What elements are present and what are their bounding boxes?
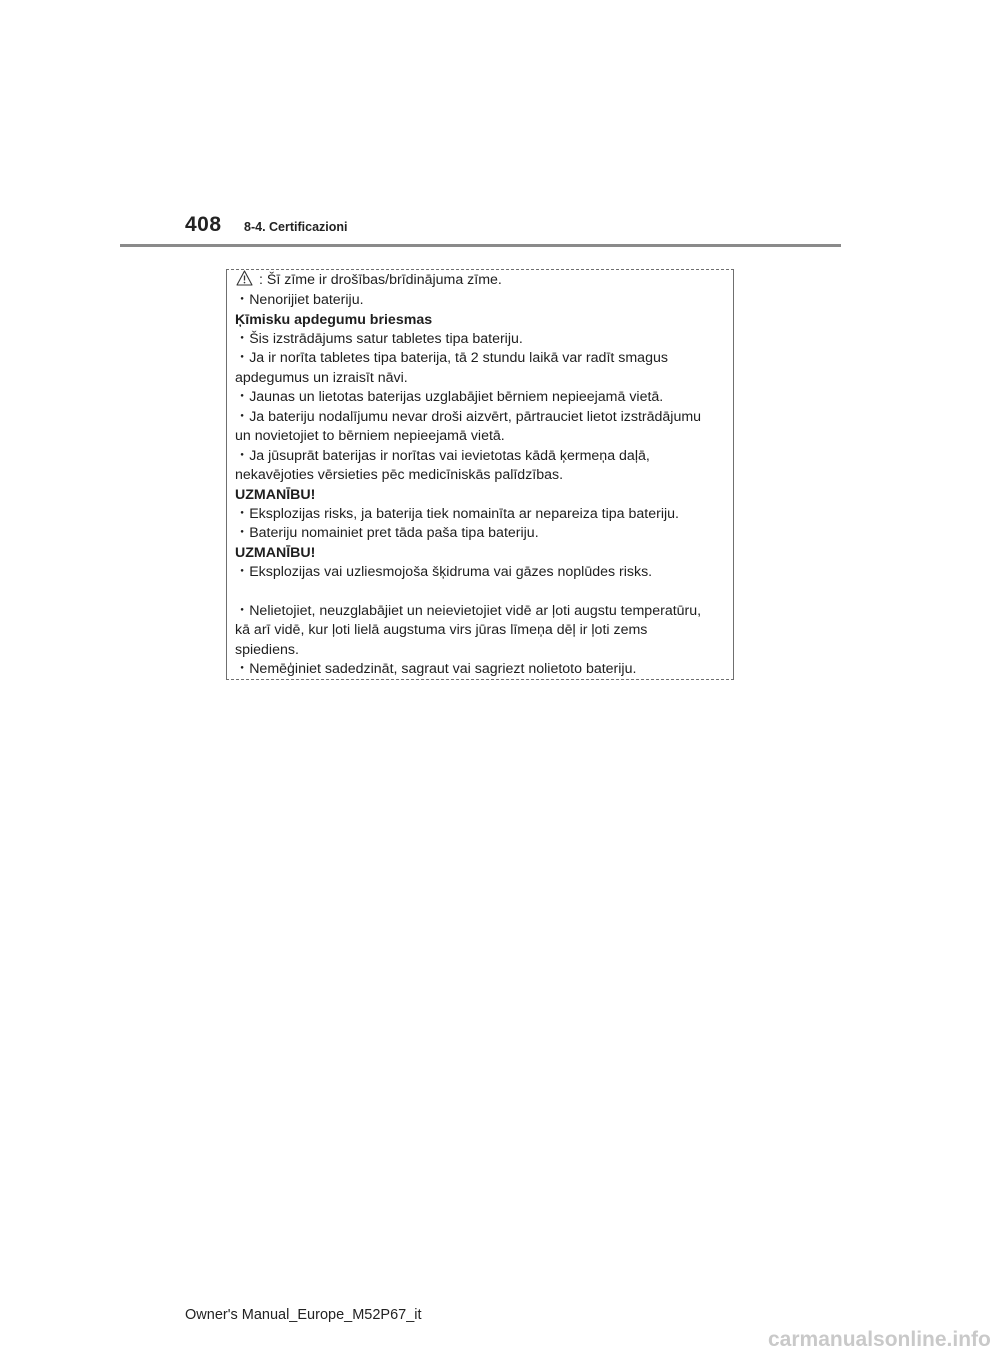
warning-line: nekavējoties vērsieties pēc medicīniskās palīdzības. <box>235 467 564 483</box>
warning-triangle-icon <box>236 270 253 286</box>
warning-line: ・Eksplozijas risks, ja baterija tiek nomainīta ar nepareiza tipa bateriju. <box>235 506 679 522</box>
warning-line: ・Ja ir norīta tabletes tipa baterija, tā 2 stundu laikā var radīt smagus <box>235 350 668 366</box>
warning-line: apdegumus un izraisīt nāvi. <box>235 370 408 386</box>
warning-line: ・Jaunas un lietotas baterijas uzglabājiet bērniem nepieejamā vietā. <box>235 389 664 405</box>
manual-id-footer: Owner's Manual_Europe_M52P67_it <box>185 1307 422 1323</box>
warning-line: ・Ja jūsuprāt baterijas ir norītas vai ievietotas kādā ķermeņa daļā, <box>235 448 650 464</box>
warning-line: kā arī vidē, kur ļoti lielā augstuma virs jūras līmeņa dēļ ir ļoti zems <box>235 622 648 638</box>
warning-line: ・Šis izstrādājums satur tabletes tipa bateriju. <box>235 331 523 347</box>
warning-heading: Ķīmisku apdegumu briesmas <box>235 312 433 328</box>
symbol-explanation: : Šī zīme ir drošības/brīdinājuma zīme. <box>259 272 502 288</box>
warning-line: ・Nenorijiet bateriju. <box>235 292 364 308</box>
page-number: 408 <box>185 213 222 236</box>
header-divider <box>120 244 841 247</box>
watermark: carmanualsonline.info <box>768 1328 991 1351</box>
section-title: 8-4. Certificazioni <box>244 220 348 234</box>
warning-line: ・Nemēģiniet sadedzināt, sagraut vai sagriezt nolietoto bateriju. <box>235 661 637 677</box>
caution-heading: UZMANĪBU! <box>235 487 316 503</box>
warning-line: un novietojiet to bērniem nepieejamā vietā. <box>235 428 505 444</box>
warning-line: ・Bateriju nomainiet pret tāda paša tipa bateriju. <box>235 525 539 541</box>
caution-heading: UZMANĪBU! <box>235 545 316 561</box>
warning-line: ・Eksplozijas vai uzliesmojoša šķidruma vai gāzes noplūdes risks. <box>235 564 653 580</box>
warning-line: ・Nelietojiet, neuzglabājiet un neievietojiet vidē ar ļoti augstu temperatūru, <box>235 603 702 619</box>
warning-line: ・Ja bateriju nodalījumu nevar droši aizvērt, pārtrauciet lietot izstrādājumu <box>235 409 702 425</box>
warning-line: spiediens. <box>235 642 299 658</box>
